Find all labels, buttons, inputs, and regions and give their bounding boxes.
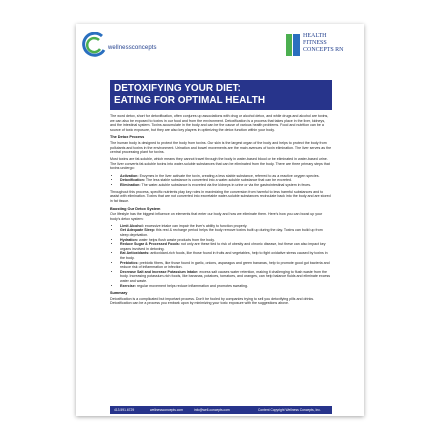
- swoosh-logo-icon: [82, 32, 108, 58]
- right-logo-line: FITNESS: [303, 40, 327, 46]
- list-item: [120, 228, 332, 237]
- paragraph: Throughout this process, specific nutrients play key roles in maximizing the conversion from harmful to less harmful substances and to assist with elimination. Toxins that are not converted into excretable water-soluble substances recirculate back into the body and are stored in fat tissue.: [110, 189, 331, 203]
- list-item-text: antioxidant-rich foods, like those found in fruits and vegetables, help to fight oxidative stress caused by toxins in the body.: [120, 251, 328, 261]
- list-item-term: Exercise:: [120, 283, 136, 288]
- list-item-text: The less stable substance is converted into a water-soluble substance that can be excreted.: [145, 178, 292, 183]
- paragraph: The human body is designed to protect the body from toxins. Our skin is the largest organ of the body and helps to protect the body from pollutants and toxins in the environment. Urination and bowel movements are the main avenues of toxin elimination. The liver serves as the central processing plant for toxins.: [110, 140, 332, 155]
- list-item: [120, 183, 332, 188]
- list-item-term: Activation:: [120, 173, 139, 178]
- detox-steps-list: [110, 174, 332, 188]
- list-item: [120, 242, 332, 251]
- page-header: [76, 24, 364, 80]
- list-item-text: this rest & recharge period helps the body remove toxins built up during the day. Toxins can build up from sleep deprivation.: [120, 228, 323, 238]
- left-logo-text: wellnessconcepts: [108, 45, 157, 51]
- tips-list: [110, 224, 332, 288]
- list-item-term: Prebiotics:: [120, 260, 139, 265]
- footer-copyright: Content Copyright Wellness Concepts, Inc.: [258, 408, 321, 412]
- list-item-text: prebiotic fibers, like those found in garlic, onions, asparagus and green bananas, help to promote good gut bacteria and reduce risk of inflammation or infection.: [120, 260, 330, 270]
- article-body: [110, 114, 332, 404]
- list-item-text: not only are these tied to risk of obesity and chronic disease, but these can also impact key organs involved in detoxing.: [120, 242, 326, 251]
- list-item: [120, 251, 332, 260]
- list-item-term: Hydration:: [120, 237, 138, 242]
- list-item-text: regular movement helps reduce inflammation and promotes sweating.: [136, 283, 249, 288]
- right-logo-line: HEALTH: [303, 33, 327, 39]
- list-item: [120, 270, 332, 284]
- footer-phone: 413.591.6729: [114, 408, 135, 412]
- paragraph: Our lifestyle has the biggest influence on elements that enter our body and how we eliminate them. Here's how you can boost up your body's detox system:: [110, 212, 323, 221]
- list-item-term: Reduce Sugar & Processed Foods:: [120, 242, 180, 247]
- right-logo-line: CONCEPTS RN: [303, 47, 344, 53]
- footer-email: info@well-concepts.com: [194, 408, 230, 412]
- list-item-term: Eat Antioxidants:: [120, 251, 150, 256]
- list-item-term: Get Adequate Sleep:: [120, 228, 156, 233]
- page-footer: [110, 406, 332, 414]
- list-item-term: Limit Alcohol:: [120, 223, 144, 228]
- list-item-term: Decrease Salt and Increase Potassium Intake:: [120, 269, 199, 274]
- title-banner: [110, 80, 332, 110]
- intro-paragraph: The word detox, short for detoxification, often conjures up associations with drug or alcohol detox, and while drugs and alcohol are toxins, we can also be exposed to toxins in our food and from the environment. Detoxification is a process that takes place in the liver, kidneys, and the intestinal system. Toxins accumulate in the body and can be the cause of various health problems. Food and nutrition can be a source of toxic exposure, but they are also key players in optimizing the detox function within your body.: [110, 114, 329, 132]
- list-item: [120, 284, 332, 289]
- list-item-text: The water-soluble substance is excreted via the kidneys in urine or via the gastrointestinal system in feces.: [141, 182, 312, 187]
- list-item: [120, 261, 332, 270]
- list-item-text: excessive intake can impair the liver's ability to function properly.: [144, 223, 248, 228]
- section-heading: Summary: [110, 291, 128, 296]
- right-logo-text: [303, 33, 344, 54]
- summary-paragraph: Detoxification is a complicated but important process. Don't be fooled by companies trying to sell you detoxifying pills and drinks. Detoxification can be a process you embark upon by minimizing your toxic exposure with the suggestions above.: [110, 296, 315, 306]
- list-item-text: excess salt causes water retention, making it challenging to flush waste from the body. Increasing potassium-rich foods, like bananas, potatoes, tomatoes, and oranges, can help balance fluids and eliminate excess water and waste.: [120, 269, 331, 283]
- list-item-term: Elimination:: [120, 182, 141, 187]
- page-title-line-2: EATING FOR OPTIMAL HEALTH: [114, 95, 266, 106]
- section-heading: The Detox Process: [110, 135, 145, 140]
- paragraph: Most toxins are fat-soluble, which means they cannot travel through the body in water-based blood or be eliminated in water-based urine. The liver converts fat-soluble toxins into water-soluble substances that can be eliminated from the body. There are three primary steps that toxins undergo:: [110, 157, 330, 171]
- list-item-term: Detoxification:: [120, 178, 145, 183]
- section-heading: Boosting Our Detox System: [110, 206, 161, 211]
- wellness-concepts-logo: [82, 32, 182, 62]
- health-fitness-concepts-logo: [286, 32, 360, 62]
- page-title-line-1: DETOXIFYING YOUR DIET:: [114, 83, 241, 94]
- footer-website: wellnessconcepts.com: [150, 408, 183, 412]
- list-item-text: water helps flush waste products from the body.: [138, 237, 215, 242]
- document-page: [76, 24, 364, 416]
- hfc-logo-icon: [286, 34, 300, 56]
- list-item-text: Enzymes in the liver activate the toxin, creating a less stable substance, referred to as a reactive oxygen species.: [139, 173, 320, 178]
